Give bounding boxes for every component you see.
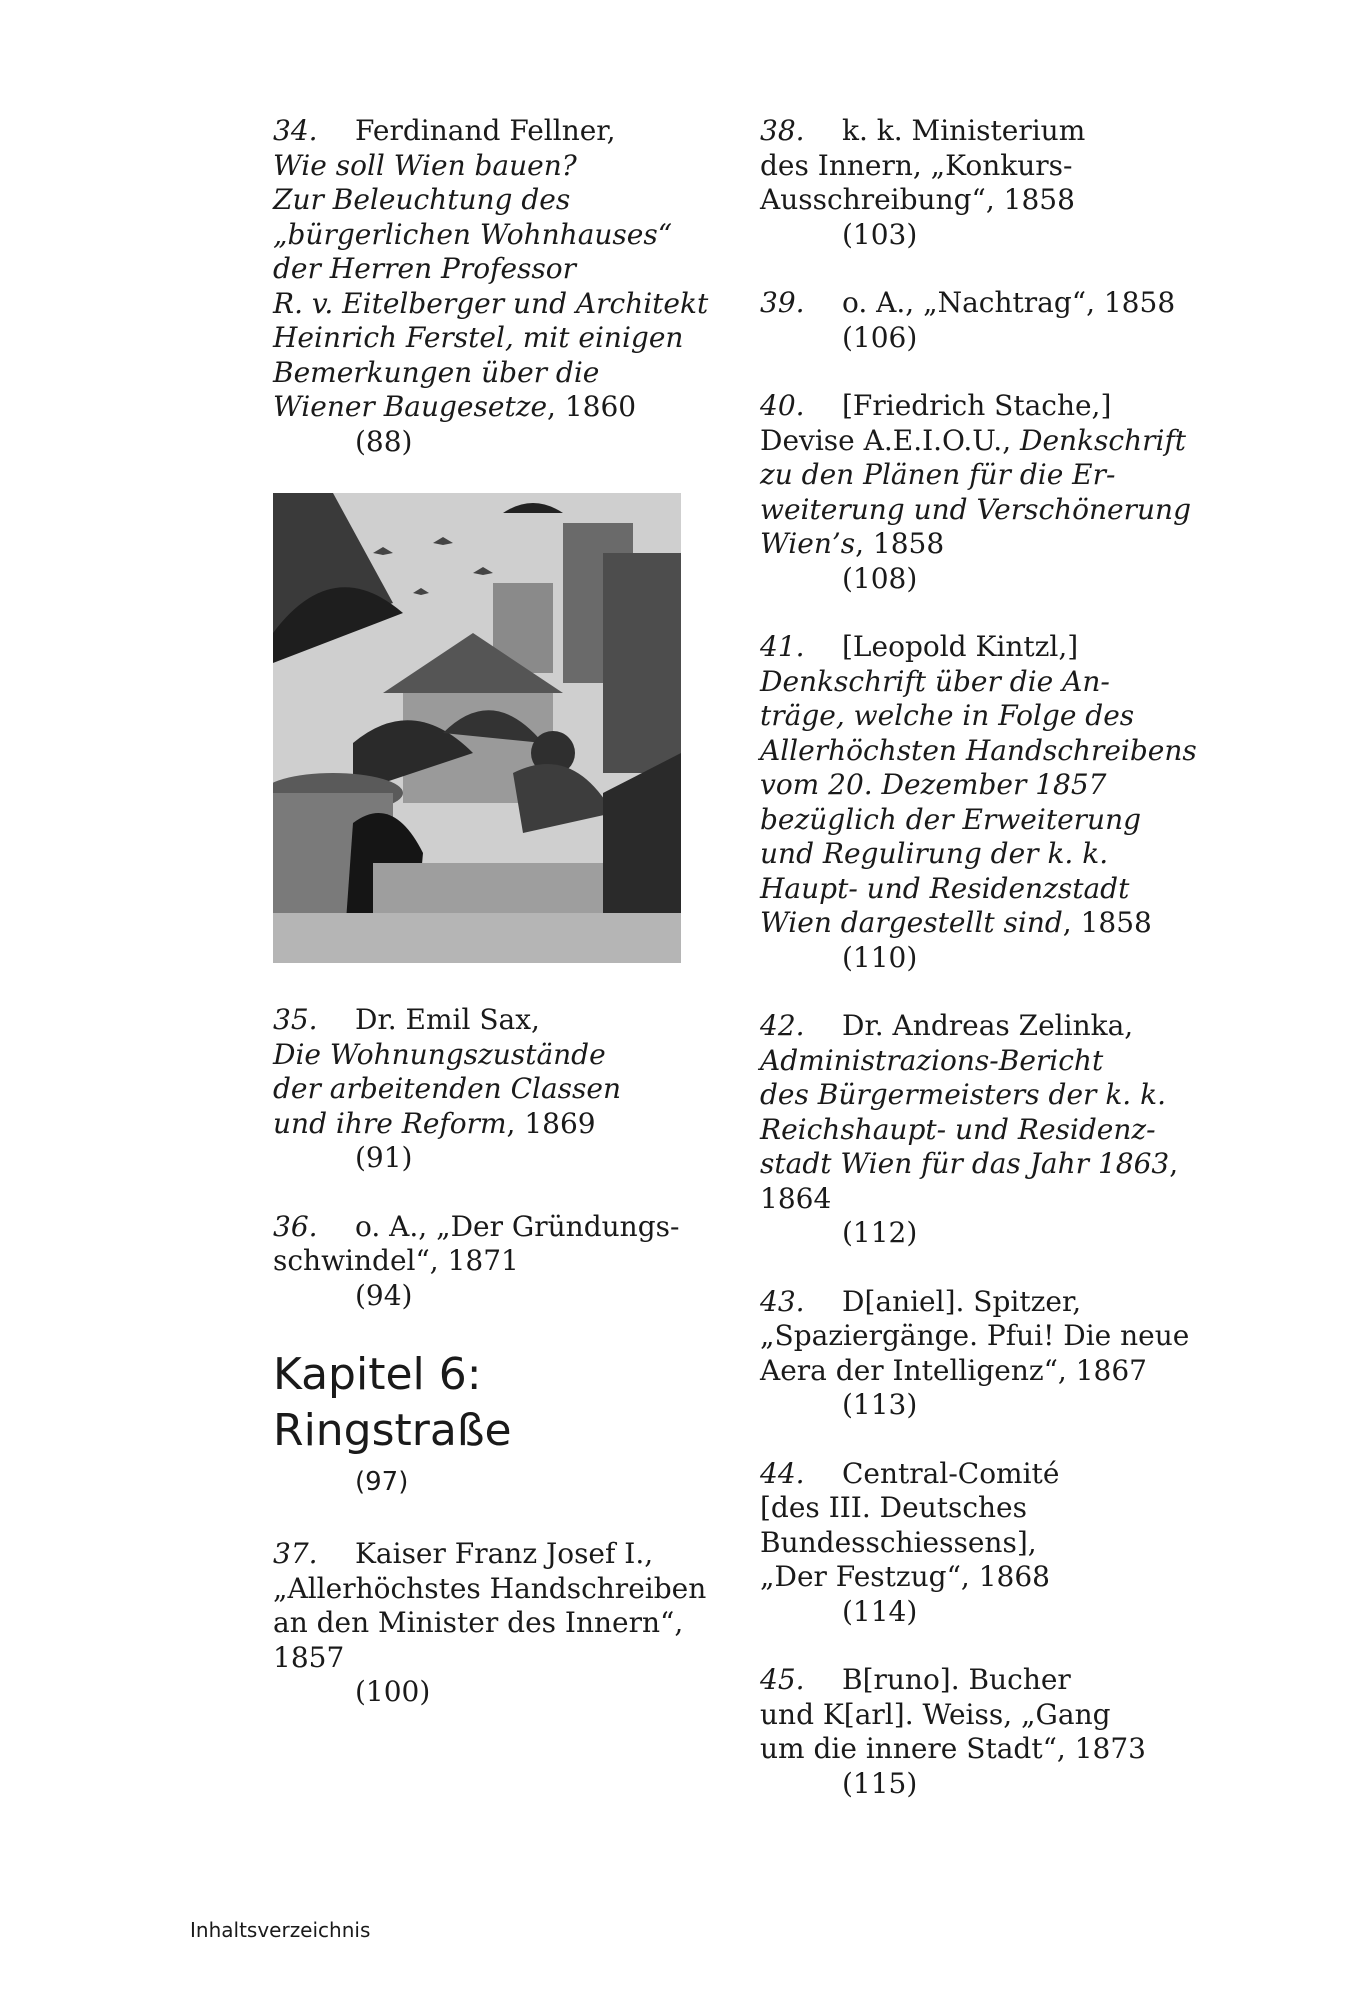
left-column — [273, 114, 743, 1744]
entry-title-line: bezüglich der Erweiterung — [760, 802, 1142, 836]
toc-entry-39 — [760, 286, 1230, 355]
entry-number: 40. — [760, 389, 805, 422]
entry-author: D[aniel]. Spitzer, — [842, 1284, 1082, 1318]
entry-title-line: weiterung und Verschönerung — [760, 492, 1192, 526]
entry-page: (103) — [842, 217, 918, 251]
entry-title-line: stadt Wien für das Jahr 1863 — [760, 1147, 1170, 1180]
entry-title-line: an den Minister des Innern“, — [273, 1606, 684, 1639]
engraving-image — [273, 493, 681, 963]
entry-title-line: Bemerkungen über die — [273, 355, 600, 389]
entry-title-line: Allerhöchsten Handschreibens — [760, 733, 1197, 767]
entry-page: (94) — [355, 1278, 413, 1312]
entry-title-line: „Allerhöchstes Handschreiben — [273, 1571, 707, 1605]
entry-page: (113) — [842, 1388, 918, 1421]
entry-title-line: und Regulirung der k. k. — [760, 837, 1109, 870]
entry-title-line: Reichshaupt- und Residenz- — [760, 1112, 1156, 1146]
toc-entry-42 — [760, 1009, 1230, 1251]
entry-page: (110) — [842, 940, 918, 974]
entry-title-line: der arbeitenden Classen — [273, 1072, 622, 1105]
entry-number: 35. — [273, 1003, 318, 1036]
entry-title-line: Denkschrift über die An- — [760, 664, 1110, 698]
toc-entry-44 — [760, 1457, 1230, 1630]
entry-title-line: Bundesschiessens], — [760, 1525, 1037, 1559]
entry-number: 36. — [273, 1209, 318, 1243]
entry-page: (114) — [842, 1594, 918, 1628]
entry-title-line: Administrazions-Bericht — [760, 1043, 1104, 1077]
entry-author: o. A., „Der Gründungs- — [355, 1209, 680, 1243]
toc-entry-35 — [273, 1003, 743, 1176]
entry-year: , 1858 — [1062, 906, 1152, 939]
entry-author: o. A., „Nachtrag“, 1858 — [842, 286, 1176, 319]
entry-author: Kaiser Franz Josef I., — [355, 1537, 654, 1570]
entry-title-line: Wie soll Wien bauen? — [273, 148, 577, 182]
running-footer: Inhaltsverzeichnis — [190, 1918, 371, 1942]
entry-page: (106) — [842, 320, 918, 354]
entry-title-line: [des III. Deutsches — [760, 1491, 1027, 1524]
entry-number: 43. — [760, 1284, 805, 1318]
entry-title-line: Heinrich Ferstel, mit einigen — [273, 321, 684, 354]
entry-page: (108) — [842, 561, 918, 595]
entry-author: k. k. Ministerium — [842, 114, 1086, 147]
entry-title-line: des Bürgermeisters der k. k. — [760, 1078, 1166, 1111]
entry-title-line: Denkschrift — [1020, 423, 1187, 457]
right-column — [760, 114, 1230, 1835]
toc-entry-45 — [760, 1663, 1230, 1801]
entry-title-line: des Innern, „Konkurs- — [760, 148, 1073, 182]
toc-entry-38 — [760, 114, 1230, 252]
toc-entry-37 — [273, 1537, 743, 1710]
entry-page: (100) — [355, 1675, 431, 1708]
entry-title-line: vom 20. Dezember 1857 — [760, 768, 1107, 801]
entry-number: 34. — [273, 114, 318, 147]
entry-title-line: Aera der Intelligenz“, 1867 — [760, 1353, 1147, 1387]
entry-author: Ferdinand Fellner, — [355, 114, 616, 147]
entry-number: 38. — [760, 114, 805, 147]
entry-year: , 1860 — [547, 390, 637, 423]
entry-title-line: träge, welche in Folge des — [760, 699, 1135, 732]
entry-author: [Friedrich Stache,] — [842, 389, 1112, 422]
entry-title-line: Ausschreibung“, 1858 — [760, 183, 1075, 216]
toc-entry-43 — [760, 1285, 1230, 1423]
entry-title-line: Devise A.E.I.O.U., — [760, 423, 1020, 457]
entry-author: [Leopold Kintzl,] — [842, 630, 1079, 663]
entry-title-line: schwindel“, 1871 — [273, 1244, 519, 1277]
illustration-street-scene — [273, 493, 681, 963]
entry-title-line: der Herren Professor — [273, 252, 577, 285]
toc-entry-40 — [760, 389, 1230, 596]
entry-title-line: zu den Plänen für die Er- — [760, 458, 1116, 491]
entry-punct: , — [1169, 1147, 1179, 1180]
entry-year: , 1858 — [855, 527, 945, 560]
entry-title-line: Wien dargestellt sind — [760, 906, 1063, 939]
chapter-page: (97) — [355, 1467, 409, 1497]
toc-entry-41 — [760, 630, 1230, 975]
entry-number: 45. — [760, 1663, 805, 1696]
entry-number: 39. — [760, 286, 805, 319]
entry-title-line: um die innere Stadt“, 1873 — [760, 1732, 1146, 1765]
entry-title-line: Die Wohnungszustände — [273, 1037, 606, 1071]
toc-entry-34 — [273, 114, 743, 459]
entry-number: 44. — [760, 1456, 805, 1490]
entry-number: 42. — [760, 1009, 805, 1042]
entry-title-line: und K[arl]. Weiss, „Gang — [760, 1697, 1111, 1731]
entry-author: Dr. Emil Sax, — [355, 1003, 540, 1036]
chapter-number: Kapitel 6: — [273, 1349, 482, 1400]
entry-year: 1864 — [760, 1181, 832, 1215]
entry-title-line: R. v. Eitelberger und Architekt — [273, 286, 709, 320]
entry-author: B[runo]. Bucher — [842, 1663, 1071, 1696]
entry-title-line: Zur Beleuchtung des — [273, 183, 571, 216]
toc-entry-36 — [273, 1210, 743, 1314]
entry-title-line: „bürgerlichen Wohnhauses“ — [273, 217, 673, 251]
entry-author: Dr. Andreas Zelinka, — [842, 1009, 1134, 1042]
entry-page: (112) — [842, 1216, 918, 1249]
entry-year: , 1869 — [506, 1106, 596, 1140]
entry-title-line: Wien’s — [760, 527, 856, 560]
entry-title-line: Haupt- und Residenzstadt — [760, 871, 1130, 905]
chapter-heading — [273, 1347, 743, 1459]
entry-year: 1857 — [273, 1640, 345, 1674]
entry-title-line: „Der Festzug“, 1868 — [760, 1560, 1050, 1593]
entry-page: (115) — [842, 1766, 918, 1800]
entry-author: Central-Comité — [842, 1456, 1060, 1490]
entry-number: 37. — [273, 1537, 318, 1570]
entry-title-line: und ihre Reform — [273, 1106, 507, 1140]
entry-number: 41. — [760, 630, 805, 663]
chapter-title: Ringstraße — [273, 1405, 512, 1456]
entry-page: (88) — [355, 424, 413, 458]
entry-title-line: „Spaziergänge. Pfui! Die neue — [760, 1319, 1190, 1352]
entry-page: (91) — [355, 1141, 413, 1174]
entry-title-line: Wiener Baugesetze — [273, 390, 548, 423]
